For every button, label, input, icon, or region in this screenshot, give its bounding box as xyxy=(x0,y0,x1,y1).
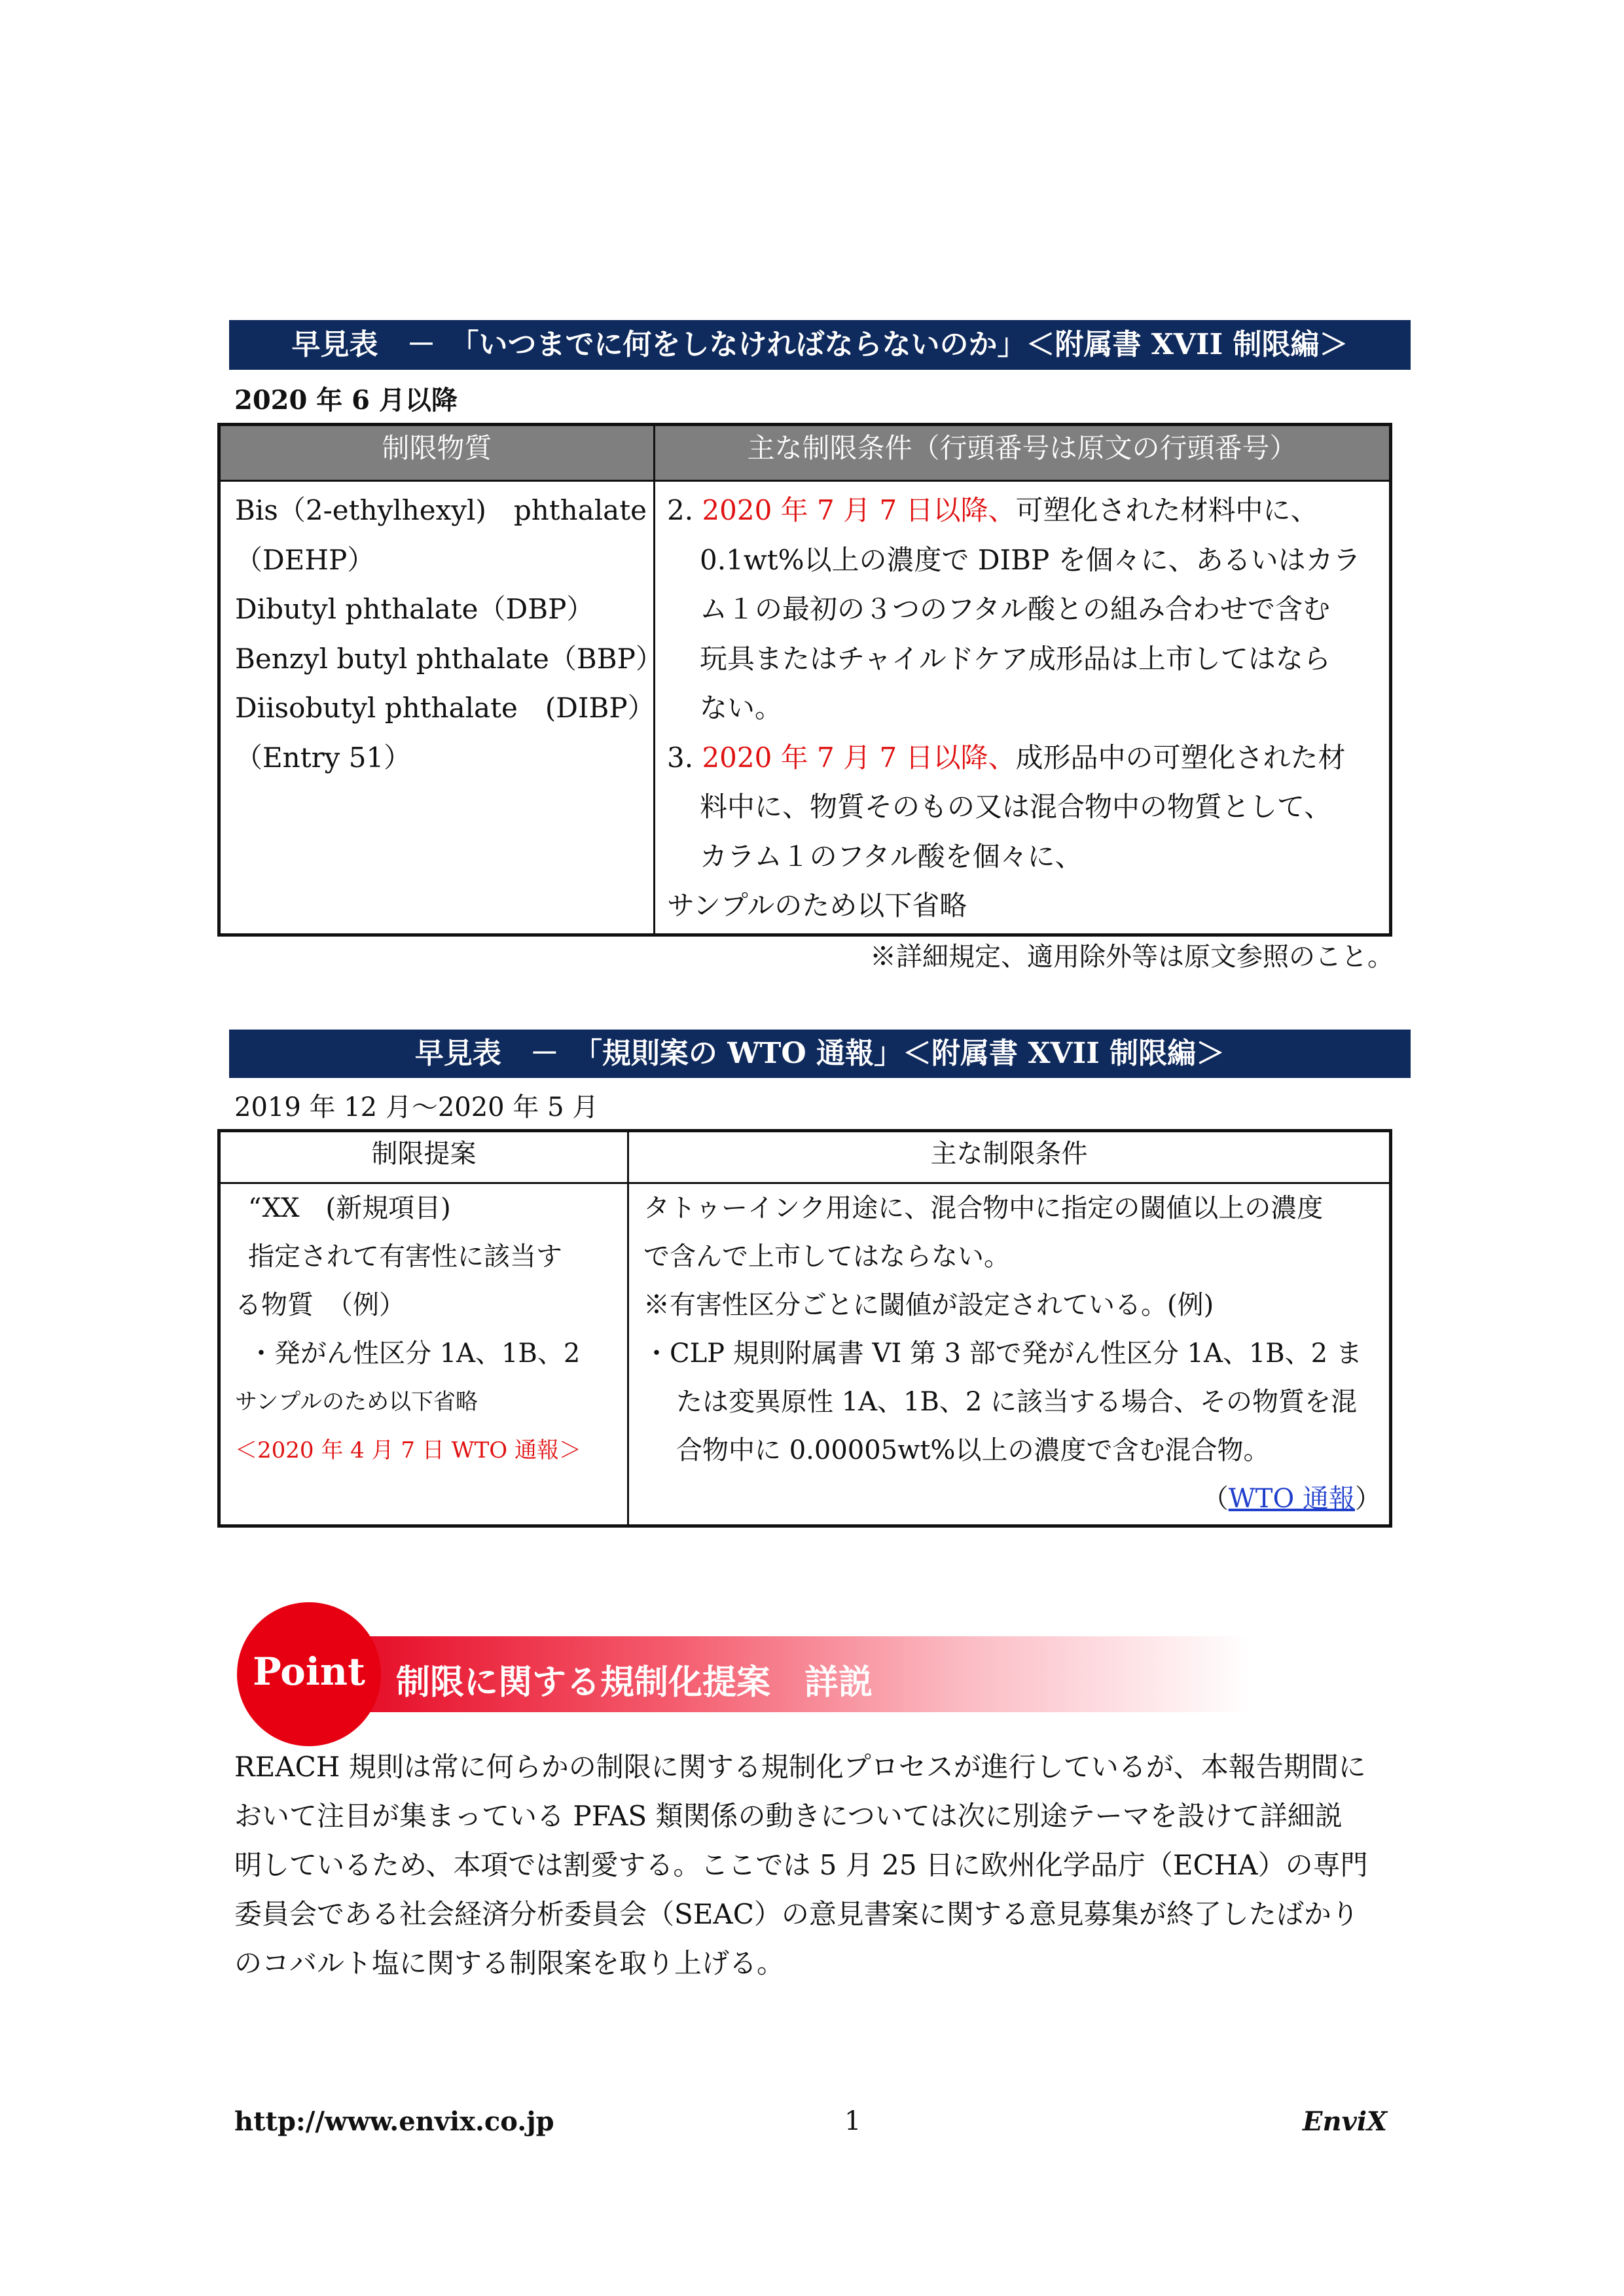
column-header-substance: 制限物質 xyxy=(219,425,655,481)
substance-cell xyxy=(219,481,663,935)
condition-text: カラム１のフタル酸を個々に、 xyxy=(700,840,1083,872)
body-line: のコバルト塩に関する制限案を取り上げる。 xyxy=(234,1947,785,1979)
condition-text: 0.1wt%以上の濃度で DIBP を個々に、あるいはカラ xyxy=(700,543,1361,576)
conditions-cell xyxy=(628,1183,1391,1526)
point-label: Point xyxy=(253,1649,365,1694)
column-header-conditions: 主な制限条件 xyxy=(628,1131,1391,1183)
table-header-row xyxy=(219,1131,1391,1183)
proposal-line: “XX (新規項目) xyxy=(248,1193,451,1223)
condition-text: ない。 xyxy=(700,692,783,724)
omitted-note: サンプルのため以下省略 xyxy=(667,889,967,922)
bracket: （ xyxy=(1202,1484,1229,1514)
condition-number: 3. xyxy=(667,741,694,774)
substance-line: （DEHP） xyxy=(235,543,375,576)
table-row xyxy=(219,1183,1391,1526)
proposal-line: る物質 （例） xyxy=(235,1290,405,1320)
condition-2-date: 2020 年 7 月 7 日以降、 xyxy=(702,494,1016,526)
condition-text: 可塑化された材料中に、 xyxy=(1015,494,1318,526)
condition-text: ム１の最初の３つのフタル酸との組み合わせで含む xyxy=(700,593,1331,625)
body-line: おいて注目が集まっている PFAS 類関係の動きについては次に別途テーマを設けて詳細説 xyxy=(234,1800,1343,1832)
page-number: 1 xyxy=(844,2106,861,2136)
section1-title: 早見表 － 「いつまでに何をしなければならないのか」＜附属書 XVII 制限編＞ xyxy=(291,328,1348,361)
proposal-cell xyxy=(219,1183,628,1526)
condition-3-date: 2020 年 7 月 7 日以降、 xyxy=(702,741,1016,774)
reference-note: ※詳細規定、適用除外等は原文参照のこと。 xyxy=(870,942,1394,972)
substance-line: （Entry 51） xyxy=(235,741,412,774)
column-header-proposal: 制限提案 xyxy=(219,1131,628,1183)
wto-notification-link[interactable]: WTO 通報 xyxy=(1228,1484,1355,1514)
condition-text: ・CLP 規則附属書 VI 第 3 部で発がん性区分 1A、1B、2 ま xyxy=(643,1338,1362,1369)
proposal-line: ・発がん性区分 1A、1B、2 xyxy=(248,1338,581,1369)
section2-period: 2019 年 12 月～2020 年 5 月 xyxy=(234,1092,599,1122)
footer-url: http://www.envix.co.jp xyxy=(234,2106,554,2137)
condition-text: 成形品中の可塑化された材 xyxy=(1015,741,1346,774)
substance-line: Dibutyl phthalate（DBP） xyxy=(235,593,594,625)
condition-number: 2. xyxy=(667,494,694,526)
bracket: ） xyxy=(1355,1484,1381,1514)
table-row xyxy=(219,481,1391,935)
section1-title-bar xyxy=(229,320,1411,370)
condition-text: たは変異原性 1A、1B、2 に該当する場合、その物質を混 xyxy=(676,1387,1358,1417)
condition-text: タトゥーインク用途に、混合物中に指定の閾値以上の濃度 xyxy=(643,1193,1324,1223)
conditions-cell xyxy=(655,481,1391,935)
point-body xyxy=(234,1742,1413,1988)
table-header-row xyxy=(219,425,1391,481)
column-header-conditions: 主な制限条件（行頭番号は原文の行頭番号） xyxy=(655,425,1391,481)
section2-title: 早見表 － 「規則案の WTO 通報」＜附属書 XVII 制限編＞ xyxy=(414,1037,1225,1070)
substance-line: Benzyl butyl phthalate（BBP） xyxy=(235,642,663,675)
restriction-schedule-table xyxy=(217,423,1392,937)
condition-text: 合物中に 0.00005wt%以上の濃度で含む混合物。 xyxy=(676,1435,1270,1465)
substance-line: Diisobutyl phthalate (DIBP） xyxy=(235,692,655,724)
condition-text: ※有害性区分ごとに閾値が設定されている。(例) xyxy=(643,1290,1214,1320)
wto-notification-date: ＜2020 年 4 月 7 日 WTO 通報＞ xyxy=(235,1437,581,1463)
body-line: 委員会である社会経済分析委員会（SEAC）の意見書案に関する意見募集が終了したばかり xyxy=(234,1898,1359,1930)
section2-title-bar xyxy=(229,1030,1411,1078)
body-line: 明しているため、本項では割愛する。ここでは 5 月 25 日に欧州化学品庁（ECHA）の専門 xyxy=(234,1849,1368,1881)
section1-period: 2020 年 6 月以降 xyxy=(234,385,458,416)
condition-text: 玩具またはチャイルドケア成形品は上市してはなら xyxy=(700,642,1331,675)
condition-2-line xyxy=(667,486,1381,535)
proposal-line: 指定されて有害性に該当す xyxy=(248,1242,562,1272)
condition-text: 料中に、物質そのもの又は混合物中の物質として、 xyxy=(700,791,1332,823)
wto-link-line xyxy=(643,1475,1381,1523)
point-title: 制限に関する規制化提案 詳説 xyxy=(396,1662,873,1702)
footer-brand: EnviX xyxy=(1303,2106,1388,2137)
body-line: REACH 規則は常に何らかの制限に関する規制化プロセスが進行しているが、本報告期間に xyxy=(234,1751,1366,1783)
omitted-note: サンプルのため以下省略 xyxy=(235,1389,478,1415)
condition-3-line xyxy=(667,733,1381,783)
wto-notification-table xyxy=(217,1129,1392,1528)
condition-text: で含んで上市してはならない。 xyxy=(643,1242,1010,1272)
substance-line: Bis（2-ethylhexyl) phthalate xyxy=(235,494,647,526)
